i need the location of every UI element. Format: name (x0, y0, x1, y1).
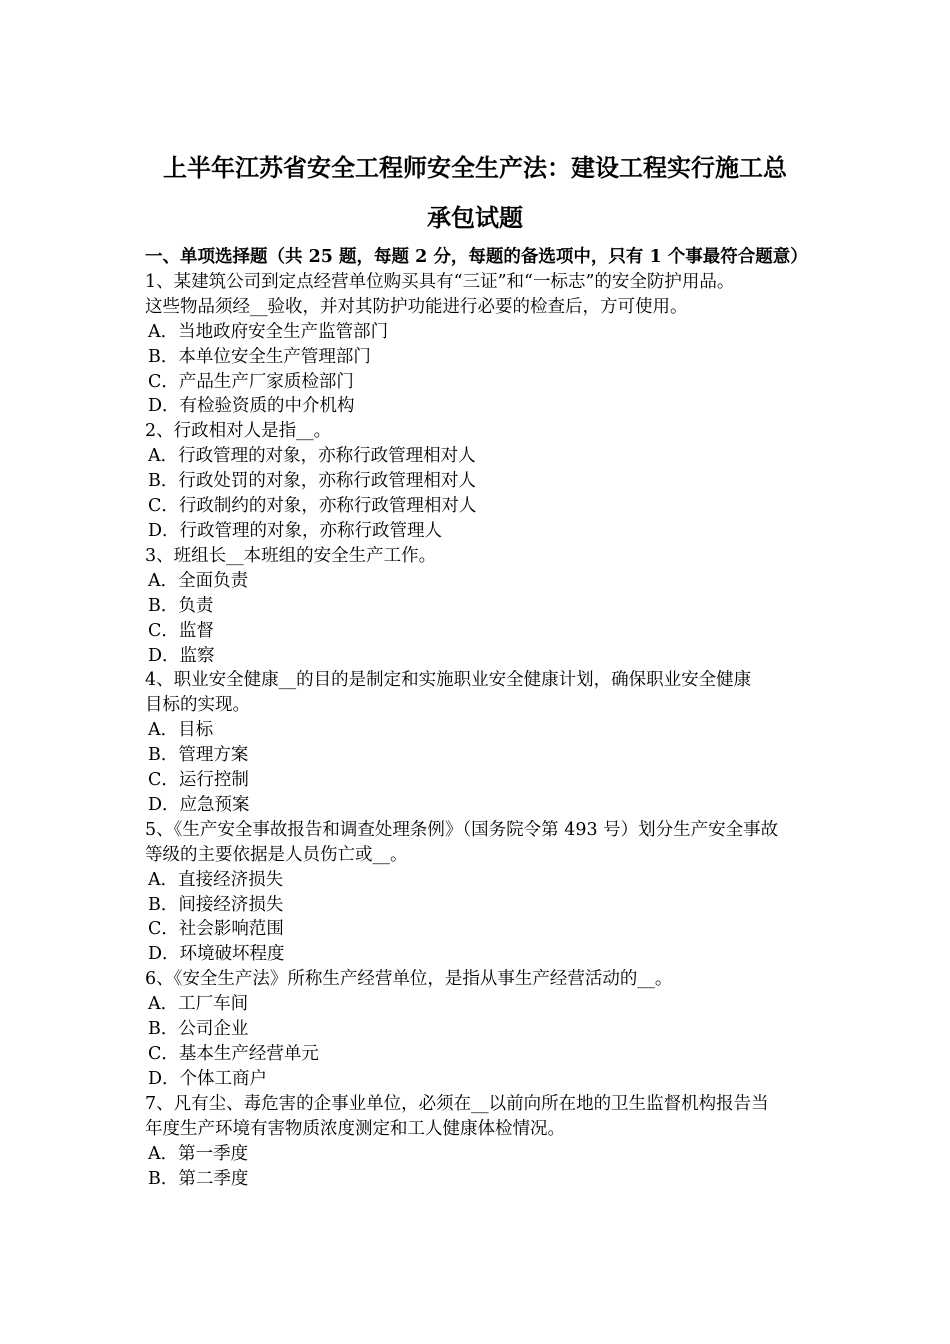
question-6 (145, 967, 825, 1092)
option-c: C．产品生产厂家质检部门 (148, 371, 354, 392)
option-c: C．运行控制 (148, 770, 249, 791)
option-d: D．有检验资质的中介机构 (148, 396, 355, 417)
option-d: D．应急预案 (148, 794, 250, 815)
option-a: A．第一季度 (148, 1143, 249, 1164)
option-c: C．社会影响范围 (148, 919, 284, 940)
question-text-line: 2、行政相对人是指__。 (145, 421, 332, 442)
question-text-line: 5、《生产安全事故报告和调查处理条例》（国务院令第 493 号）划分生产安全事故 (145, 819, 779, 840)
question-text-line: 这些物品须经__验收，并对其防护功能进行必要的检查后，方可使用。 (145, 296, 688, 317)
question-4 (145, 668, 825, 817)
option-a: A．行政管理的对象，亦称行政管理相对人 (148, 446, 476, 467)
option-a: A．全面负责 (148, 570, 249, 591)
option-b: B．公司企业 (148, 1019, 249, 1040)
option-a: A．目标 (148, 720, 214, 741)
question-text-line: 4、职业安全健康__的目的是制定和实施职业安全健康计划，确保职业安全健康 (145, 670, 752, 691)
option-b: B．第二季度 (148, 1168, 249, 1189)
question-text-line: 目标的实现。 (145, 695, 250, 716)
option-a: A．直接经济损失 (148, 869, 284, 890)
question-text-line: 3、班组长__本班组的安全生产工作。 (145, 545, 437, 566)
option-c: C．基本生产经营单元 (148, 1044, 319, 1064)
option-c: C．行政制约的对象，亦称行政管理相对人 (148, 496, 477, 517)
question-text-line: 等级的主要依据是人员伤亡或__。 (145, 844, 408, 865)
option-b: B．行政处罚的对象，亦称行政管理相对人 (148, 471, 476, 492)
question-text-line: 年度生产环境有害物质浓度测定和工人健康体检情况。 (145, 1118, 565, 1139)
question-3 (145, 544, 825, 669)
question-text-line: 7、凡有尘、毒危害的企事业单位，必须在__以前向所在地的卫生监督机构报告当 (145, 1093, 769, 1114)
document-title-line-2: 承包试题 (427, 203, 523, 232)
question-7 (145, 1092, 825, 1192)
option-d: D．环境破坏程度 (148, 944, 285, 965)
question-2 (145, 419, 825, 544)
question-text-line: 6、《安全生产法》所称生产经营单位，是指从事生产经营活动的__。 (145, 969, 673, 990)
option-b: B．管理方案 (148, 745, 249, 766)
option-b: B．本单位安全生产管理部门 (148, 346, 371, 367)
document-title-line-1: 上半年江苏省安全工程师安全生产法：建设工程实行施工总 (163, 153, 787, 182)
option-d: D．监察 (148, 645, 215, 666)
option-c: C．监督 (148, 620, 214, 641)
question-text-line: 1、某建筑公司到定点经营单位购买具有“三证”和“一标志”的安全防护用品。 (145, 271, 735, 292)
question-1 (145, 270, 825, 419)
option-a: A．当地政府安全生产监管部门 (148, 321, 389, 342)
option-b: B．负责 (148, 595, 214, 616)
section-heading: 一、单项选择题（共 25 题，每题 2 分，每题的备选项中，只有 1 个事最符合题意） (145, 247, 808, 267)
option-b: B．间接经济损失 (148, 894, 284, 915)
document-body (145, 245, 825, 1191)
option-d: D．个体工商户 (148, 1068, 268, 1089)
option-a: A．工厂车间 (148, 994, 249, 1015)
option-d: D．行政管理的对象，亦称行政管理人 (148, 520, 443, 541)
question-5 (145, 818, 825, 967)
